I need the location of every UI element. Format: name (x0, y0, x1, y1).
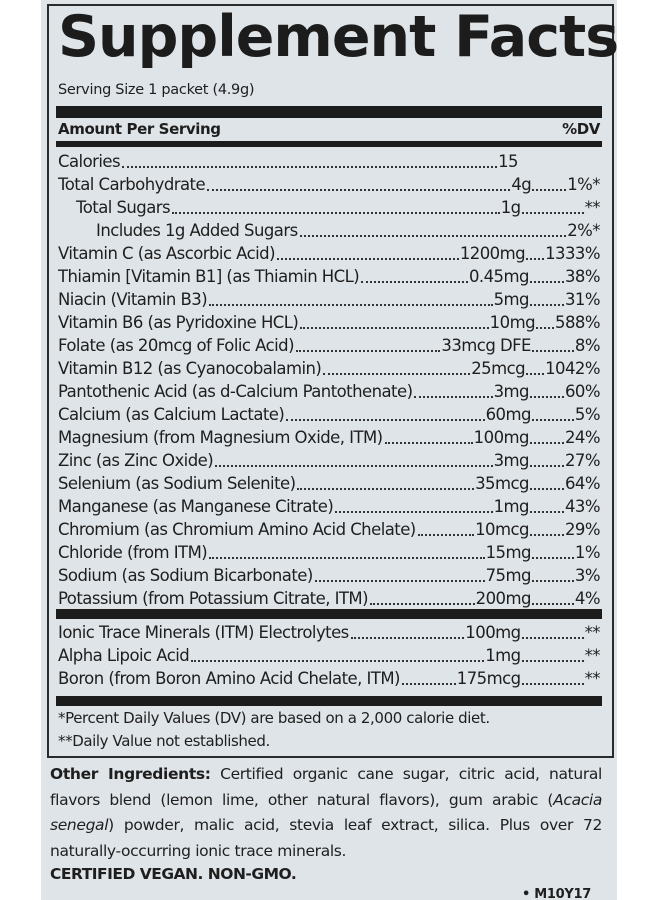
footnote-dv: *Percent Daily Values (DV) are based on a 2,000 calorie diet. (58, 709, 490, 727)
nutrient-name: Vitamin B6 (as Pyridoxine HCL) (58, 313, 299, 332)
dot-leader (335, 511, 492, 513)
nutrient-dv: ** (584, 646, 600, 665)
nutrient-dv: 5% (574, 405, 600, 424)
nutrient-amount: 3mg (493, 451, 529, 470)
nutrient-row (58, 380, 600, 403)
dot-leader (191, 660, 484, 662)
dot-leader (522, 212, 584, 214)
nutrient-amount: 0.45mg (468, 267, 529, 286)
dot-leader (296, 350, 440, 352)
nutrient-row (58, 587, 600, 610)
thick-divider (56, 696, 602, 706)
nutrient-amount: 4g (511, 175, 532, 194)
dot-leader (532, 350, 574, 352)
nutrient-row (58, 173, 600, 196)
thick-divider (56, 609, 602, 619)
amount-per-serving-label: Amount Per Serving (58, 120, 221, 138)
nutrient-dv: 1%* (567, 175, 600, 194)
dot-leader (300, 327, 488, 329)
nutrient-row (58, 357, 600, 380)
dot-leader (351, 637, 465, 639)
nutrient-amount: 1mg (485, 646, 521, 665)
dot-leader (315, 580, 485, 582)
nutrient-dv: ** (584, 669, 600, 688)
nutrient-dv: 2%* (567, 221, 600, 240)
dot-leader (286, 419, 484, 421)
nutrient-dv: 4% (574, 589, 600, 608)
nutrient-row (58, 667, 600, 690)
dot-leader (532, 189, 566, 191)
nutrient-name: Potassium (from Potassium Citrate, ITM) (58, 589, 369, 608)
other-nutrient-table (58, 621, 600, 690)
dot-leader (207, 189, 510, 191)
nutrient-name: Niacin (Vitamin B3) (58, 290, 208, 309)
nutrient-dv: 43% (564, 497, 600, 516)
dot-leader (530, 396, 564, 398)
nutrient-row (58, 426, 600, 449)
nutrient-dv: 1% (574, 543, 600, 562)
nutrient-dv: 60% (564, 382, 600, 401)
nutrient-row (58, 449, 600, 472)
nutrient-dv: 27% (564, 451, 600, 470)
dot-leader (370, 603, 475, 605)
dot-leader (361, 281, 468, 283)
ingredients-text: ) powder, malic acid, stevia leaf extract, silica. Plus over 72 naturally-occurring ionic trace minerals. (50, 816, 602, 860)
supplement-facts-title: Supplement Facts (58, 4, 619, 70)
nutrient-dv: 31% (564, 290, 600, 309)
dot-leader (530, 488, 564, 490)
nutrient-name: Selenium (as Sodium Selenite) (58, 474, 296, 493)
nutrient-amount: 100mg (465, 623, 521, 642)
dot-leader (532, 580, 574, 582)
nutrient-amount: 1mg (493, 497, 529, 516)
ingredients-text: Certified organic cane sugar, citric acid, natural flavors blend (lemon lime, other natural flavors), gum arabic ( (50, 765, 603, 809)
nutrient-name: Vitamin B12 (as Cyanocobalamin) (58, 359, 322, 378)
nutrient-amount: 15 (498, 152, 518, 171)
nutrient-dv: 29% (564, 520, 600, 539)
nutrient-dv: 38% (564, 267, 600, 286)
nutrient-row (58, 621, 600, 644)
nutrient-name: Calories (58, 152, 121, 171)
nutrient-name: Alpha Lipoic Acid (58, 646, 190, 665)
nutrient-amount: 3mg (493, 382, 529, 401)
nutrient-name: Manganese (as Manganese Citrate) (58, 497, 334, 516)
nutrient-dv: ** (584, 198, 600, 217)
nutrient-amount: 200mg (475, 589, 531, 608)
dot-leader (526, 373, 544, 375)
dot-leader (418, 534, 474, 536)
nutrient-row (58, 334, 600, 357)
nutrient-row (58, 242, 600, 265)
nutrient-name: Total Carbohydrate (58, 175, 206, 194)
dot-leader (172, 212, 500, 214)
dot-leader (215, 465, 492, 467)
nutrient-amount: 60mg (485, 405, 531, 424)
nutrient-dv: 1042% (545, 359, 600, 378)
dot-leader (530, 281, 564, 283)
nutrient-amount: 1g (500, 198, 521, 217)
nutrient-name: Includes 1g Added Sugars (96, 221, 298, 240)
nutrient-amount: 35mcg (475, 474, 529, 493)
dot-leader (297, 488, 474, 490)
dot-leader (522, 637, 584, 639)
dot-leader (385, 442, 473, 444)
dot-leader (532, 419, 574, 421)
nutrient-name: Folate (as 20mcg of Folic Acid) (58, 336, 294, 355)
dot-leader (209, 304, 492, 306)
dot-leader (526, 258, 544, 260)
nutrient-name: Zinc (as Zinc Oxide) (58, 451, 214, 470)
nutrient-row (58, 196, 600, 219)
nutrient-row (58, 403, 600, 426)
serving-size: Serving Size 1 packet (4.9g) (58, 82, 255, 98)
dot-leader (209, 557, 484, 559)
nutrient-dv: 8% (574, 336, 600, 355)
thick-divider (56, 106, 602, 118)
dot-leader (522, 683, 584, 685)
nutrient-name: Magnesium (from Magnesium Oxide, ITM) (58, 428, 383, 447)
nutrient-name: Boron (from Boron Amino Acid Chelate, ITM) (58, 669, 400, 688)
nutrient-table (58, 150, 600, 610)
nutrient-name: Thiamin [Vitamin B1] (as Thiamin HCL) (58, 267, 360, 286)
dot-leader (122, 166, 497, 168)
nutrient-dv: 1333% (545, 244, 600, 263)
nutrient-amount: 10mg (489, 313, 536, 332)
nutrient-row (58, 311, 600, 334)
nutrient-row (58, 472, 600, 495)
nutrient-dv: 64% (564, 474, 600, 493)
other-ingredients (50, 762, 602, 864)
nutrient-amount: 1200mg (459, 244, 526, 263)
lot-code: • M10Y17 (522, 888, 591, 900)
nutrient-amount: 33mcg DFE (441, 336, 531, 355)
nutrient-row (58, 265, 600, 288)
nutrient-amount: 25mcg (471, 359, 526, 378)
ingredients-italic-species: Acacia senegal (50, 790, 602, 834)
nutrient-name: Pantothenic Acid (as d-Calcium Pantothenate) (58, 382, 413, 401)
dot-leader (530, 534, 564, 536)
nutrient-amount: 175mcg (456, 669, 521, 688)
nutrient-name: Total Sugars (76, 198, 171, 217)
nutrient-amount: 10mcg (475, 520, 529, 539)
dot-leader (522, 660, 584, 662)
dot-leader (532, 557, 574, 559)
dv-column-label: %DV (562, 120, 600, 138)
nutrient-name: Calcium (as Calcium Lactate) (58, 405, 285, 424)
nutrient-row (58, 219, 600, 242)
nutrient-name: Vitamin C (as Ascorbic Acid) (58, 244, 275, 263)
nutrient-row (58, 288, 600, 311)
nutrient-dv: 588% (555, 313, 600, 332)
nutrient-name: Ionic Trace Minerals (ITM) Electrolytes (58, 623, 349, 642)
dot-leader (300, 235, 531, 237)
nutrient-name: Chloride (from ITM) (58, 543, 208, 562)
dot-leader (402, 683, 456, 685)
nutrient-row (58, 644, 600, 667)
certified-vegan-non-gmo: CERTIFIED VEGAN. NON-GMO. (50, 865, 297, 883)
dot-leader (323, 373, 470, 375)
dot-leader (277, 258, 459, 260)
nutrient-amount: 5mg (493, 290, 529, 309)
nutrient-amount: 15mg (485, 543, 531, 562)
dot-leader (532, 235, 566, 237)
nutrient-name: Chromium (as Chromium Amino Acid Chelate) (58, 520, 416, 539)
dot-leader (530, 511, 564, 513)
nutrient-dv: 24% (564, 428, 600, 447)
other-ingredients-label: Other Ingredients: (50, 765, 211, 783)
nutrient-amount: 100mg (473, 428, 529, 447)
nutrient-row (58, 495, 600, 518)
nutrient-name: Sodium (as Sodium Bicarbonate) (58, 566, 313, 585)
nutrient-dv: 3% (574, 566, 600, 585)
amount-per-serving-header (58, 118, 600, 140)
dot-leader (530, 304, 564, 306)
dot-leader (530, 442, 564, 444)
footnote-not-established: **Daily Value not established. (58, 732, 270, 750)
nutrient-row (58, 150, 600, 173)
dot-leader (532, 603, 574, 605)
nutrient-amount: 75mg (485, 566, 531, 585)
nutrient-row (58, 518, 600, 541)
footnotes (58, 707, 490, 753)
medium-divider (56, 141, 602, 147)
nutrient-row (58, 541, 600, 564)
nutrient-dv: ** (584, 623, 600, 642)
dot-leader (414, 396, 492, 398)
dot-leader (530, 465, 564, 467)
dot-leader (536, 327, 554, 329)
nutrient-row (58, 564, 600, 587)
